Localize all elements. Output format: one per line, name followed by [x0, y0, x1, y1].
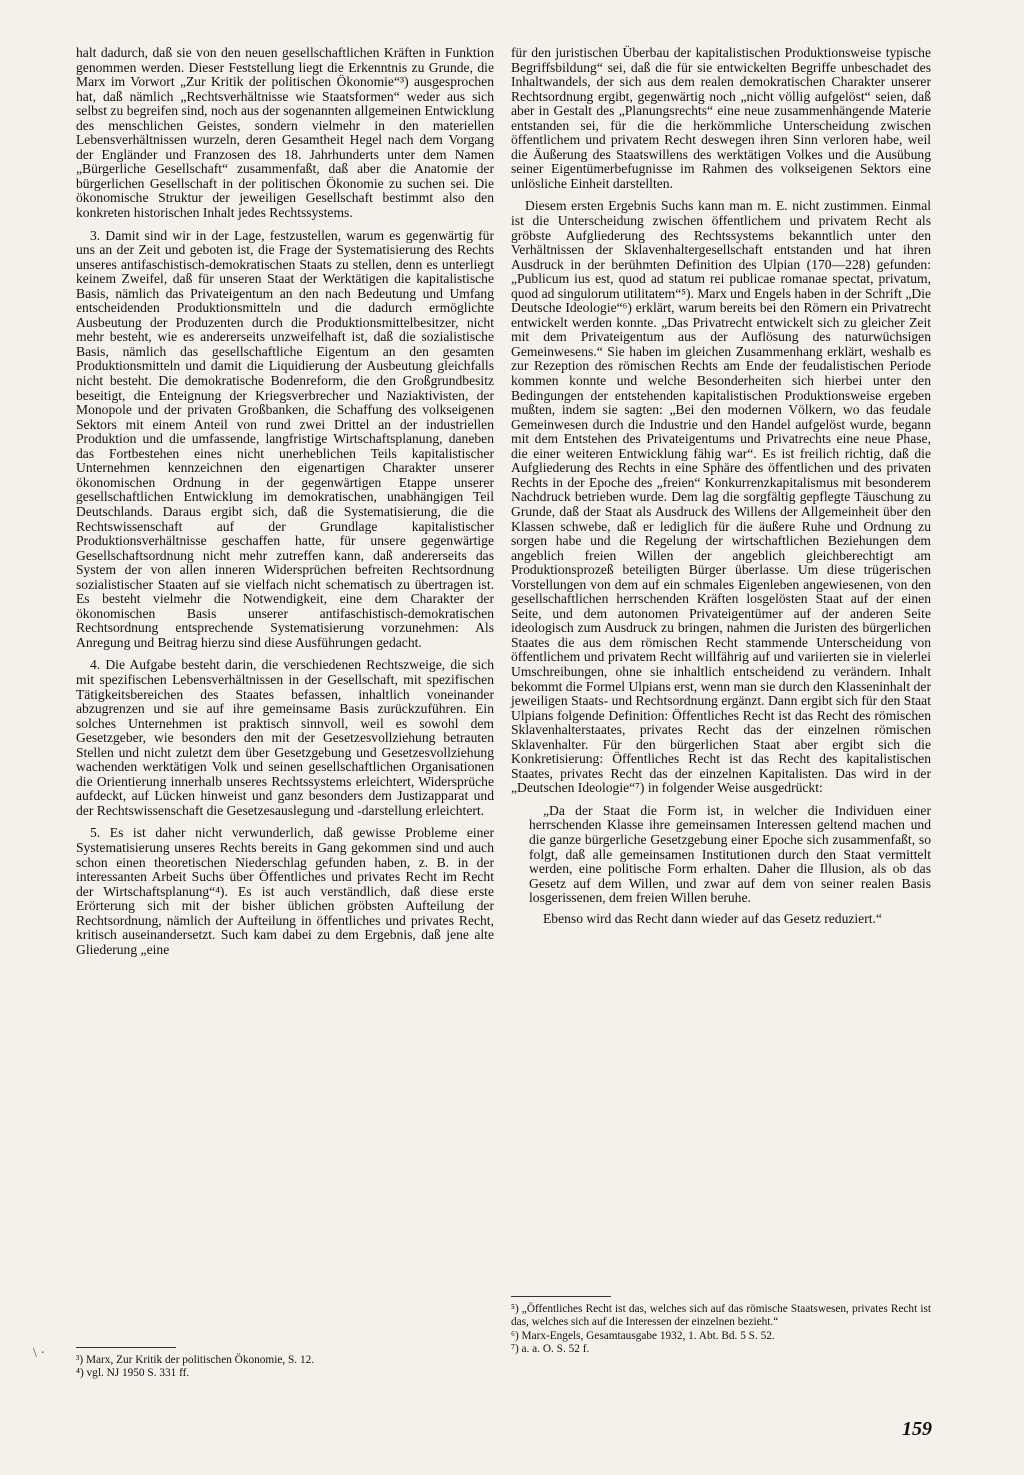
text-column-left [76, 46, 494, 965]
paragraph: 3. Damit sind wir in der Lage, festzustellen, warum es gegenwärtig für uns an der Zeit und geboten ist, die Frage der Systematisierung des Rechts unseres antifaschistisch-demokratischen Staats zu stellen, denn es unterliegt keinem Zweifel, daß für unseren Staat der Werktätigen die kapitalistische Basis, nämlich das Privateigentum an den nach Bedeutung und Umfang entscheidenden Produktionsmitteln und die dadurch ermöglichte Ausbeutung der Produzenten durch die Produktionsmittelbesitzer, nicht mehr besteht, wie es andererseits unzweifelhaft ist, daß die sozialistische Basis, nämlich das gesellschaftliche Eigentum an den gesamten Produktionsmitteln und damit die Liquidierung der Ausbeutung gleichfalls nicht besteht. Die demokratische Bodenreform, die den Großgrundbesitz beseitigt, die Enteignung der Kriegsverbrecher und Naziaktivisten, der Monopole und der privaten Großbanken, die Schaffung des volkseigenen Sektors mit einem Anteil von rund zwei Drittel an der industriellen Produktion und die umfassende, langfristige Wirtschaftsplanung, daneben das Fortbestehen eines nicht unerheblichen Teils kapitalistischer Unternehmen kennzeichnen den eigenartigen Charakter unserer ökonomischen Ordnung in der gegenwärtigen Etappe unserer gesellschaftlichen Entwicklung im demokratischen, unabhängigen Teil Deutschlands. Daraus ergibt sich, daß die Systematisierung, die die Rechtswissenschaft auf der Grundlage kapitalistischer Produktionsverhältnisse geschaffen hatte, für unsere gegenwärtige Gesellschaftsordnung nicht mehr zutreffen kann, daß andererseits das System der von allen inneren Widersprüchen befreiten Rechtsordnung sozialistischer Staaten auf sie vielfach nicht schematisch zu übertragen ist. Es besteht vielmehr die Notwendigkeit, eine dem Charakter der ökonomischen Basis unserer antifaschistisch-demokratischen Rechtsordnung entsprechende Systematisierung vorzunehmen: Als Anregung und Beitrag hierzu sind diese Ausführungen gedacht. [76, 227, 494, 650]
paragraph: Diesem ersten Ergebnis Suchs kann man m. E. nicht zustimmen. Einmal ist die Unterscheidung zwischen öffentlichem und privatem Recht als gröbste Aufgliederung des Rechtssystems bekanntlich unter den Verhältnissen der Sklavenhaltergesellschaft entstanden und hat ihren Ausdruck in der berühmten Definition des Ulpian (170—228) gefunden: „Publicum ius est, quod ad statum rei publicae romanae spectat, privatum, quod ad singulorum utilitatem“⁵). Marx und Engels haben in der Schrift „Die Deutsche Ideologie“⁶) erklärt, warum bereits bei den Römern ein Privatrecht entwickelt werden konnte. „Das Privatrecht entwickelt sich zu gleicher Zeit mit dem Privateigentum aus der Auflösung des naturwüchsigen Gemeinwesens.“ Sie haben im gleichen Zusammenhang erklärt, weshalb es zur Rezeption des römischen Rechts am Ende der feudalistischen Periode kommen konnte und welche Besonderheiten sich hierbei unter den Bedingungen der entstehenden kapitalistischen Produktionsweise ergeben mußten, indem sie sagten: „Bei den modernen Völkern, wo das feudale Gemeinwesen durch die Industrie und den Handel aufgelöst wurde, begann mit dem Entstehen des Privateigentums und Privatrechts eine neue Phase, die einer weiteren Entwicklung fähig war“. Es ist freilich richtig, daß die Aufgliederung des Rechts in eine Sphäre des öffentlichen und des privaten Rechts in der Epoche des „freien“ Konkurrenzkapitalismus mit besonderem Nachdruck betrieben wurde. Dem lag die sorgfältig gepflegte Täuschung zu Grunde, daß der Staat als Ausdruck des Willens der Allgemeinheit über den Klassen schwebe, daß er lediglich für die äußere Ruhe und Ordnung zu sorgen habe und die Regelung der wirtschaftlichen Beziehungen dem angeblich freien Willen der angeblich gleichberechtigt am Produktionsprozeß beteiligten Bürger überlasse. Um diese trügerischen Vorstellungen von dem auf ein schmales Eigenleben angewiesenen, von den gesellschaftlichen herrschenden Kräften losgelösten Staat auf der einen Seite, und dem autonomen Privateigentümer auf der anderen Seite ideologisch zum Ausdruck zu bringen, nahmen die Juristen des bürgerlichen Staates die aus dem römischen Recht stammende Unterscheidung von öffentlichem und privatem Recht willfährig auf und variierten sie in vielerlei Umschreibungen, ohne sie inhaltlich entscheidend zu verändern. Inhalt bekommt die Formel Ulpians erst, wenn man sie durch den Klasseninhalt der jeweiligen Staats- und Rechtsordnung ergänzt. Dann ergibt sich für den Staat Ulpians folgende Definition: Öffentliches Recht ist das Recht des römischen Sklavenhalterstaates, privates Recht das der einzelnen römischen Sklavenhalter. Für den bürgerlichen Staat aber ergibt sich die Konkretisierung: Öffentliches Recht ist das Recht des kapitalistischen Staates, privates Recht das der einzelnen Kapitalisten. Das wird in der „Deutschen Ideologie“⁷) in folgender Weise ausgedrückt: [511, 198, 932, 796]
footnote: ³) Marx, Zur Kritik der politischen Ökonomie, S. 12. [76, 1354, 315, 1366]
page-number: 159 [902, 1418, 932, 1440]
paragraph: halt dadurch, daß sie von den neuen gesellschaftlichen Kräften in Funktion genommen werden. Dieser Feststellung liegt die Erkenntnis zu Grunde, die Marx im Vorwort „Zur Kritik der politischen Ökonomie“³) ausgesprochen hat, daß nämlich „Rechtsverhältnisse wie Staatsformen“ weder aus sich selbst zu begreifen sind, noch aus der sogenannten allgemeinen Entwicklung des menschlichen Geistes, sondern vielmehr in den materiellen Lebensverhältnissen wurzeln, deren Gesamtheit Hegel nach dem Vorgang der Engländer und Franzosen des 18. Jahrhunderts unter dem Namen „Bürgerliche Gesellschaft“ zusammenfaßt, daß aber die Anatomie der bürgerlichen Gesellschaft in der politischen Ökonomie zu suchen sei. Die ökonomische Struktur der jeweiligen Gesellschaft bestimmt also den konkreten historischen Inhalt jedes Rechtssystems. [76, 45, 494, 221]
footnote-rule [76, 1347, 176, 1348]
paragraph: 4. Die Aufgabe besteht darin, die verschiedenen Rechtszweige, die sich mit spezifischen Lebensverhältnissen in der Gesellschaft, mit spezifischen Tätigkeitsbereichen des Staates befassen, inhaltlich voneinander abzugrenzen und sie auf ihre gemeinsame Basis zurückzuführen. Ein solches Unternehmen ist praktisch sinnvoll, weil es sowohl dem Gesetzgeber, wie besonders den mit der Gesetzesvollziehung betrauten Stellen und nicht zuletzt dem über Gesetzgebung und Gesetzesvollziehung wachenden werktätigen Volk und seinen gesellschaftlichen Organisationen die Orientierung innerhalb unseres Rechtssystems erleichtert, Widersprüche aufdeckt, auf Lücken hinweist und ganz besonders dem Justizapparat und der Rechtswissenschaft die Gesetzesauslegung und -darstellung erleichtert. [76, 657, 494, 818]
block-quote: Ebenso wird das Recht dann wieder auf das Gesetz reduziert.“ [543, 910, 882, 926]
footnote-rule [511, 1296, 611, 1297]
text-column-right [511, 46, 931, 934]
footnote: ⁶) Marx-Engels, Gesamtausgabe 1932, 1. Abt. Bd. 5 S. 52. [511, 1329, 775, 1342]
footnote: ⁵) „Öffentliches Recht ist das, welches sich auf das römische Staatswesen, privates Recht ist das, welches sich auf die Interessen der einzelnen bezieht.“ [511, 1303, 931, 1329]
footnotes-left [76, 1354, 494, 1381]
paragraph: 5. Es ist daher nicht verwunderlich, daß gewisse Probleme einer Systematisierung unseres Rechts bereits in Gang gekommen sind und auch schon einen theoretischen Niederschlag gefunden haben, z. B. in der interessanten Arbeit Suchs über Öffentliches und privates Recht im Recht der Wirtschaftsplanung“⁴). Es ist auch verständlich, daß diese erste Erörterung sich mit der bisher üblichen gröbsten Aufteilung der Rechtsordnung, nämlich der Aufteilung in öffentliches und privates Recht, kritisch auseinandersetzt. Such kam dabei zu dem Ergebnis, daß jene alte Gliederung „eine [76, 825, 494, 957]
paragraph: für den juristischen Überbau der kapitalistischen Produktionsweise typische Begriffsbildung“ sei, daß die für sie entwickelten Begriffe unbeschadet des Inhaltwandels, der sich aus dem realen demokratischen Charakter unserer Rechtsordnung ergibt, gegenwärtig noch „nicht völlig aufgelöst“ seien, daß aber in Gestalt des „Planungsrechts“ eine neue zusammenhängende Materie entstanden sei, für die die herkömmliche Unterscheidung zwischen öffentlichem und privatem Recht deswegen ihren Sinn verloren habe, weil die Äußerung des Staatswillens des werktätigen Volkes und die Ausübung seiner Eigentümerbefugnisse im Rahmen des volkseigenen Sektors eine unlösliche Einheit darstellten. [511, 45, 931, 191]
margin-mark: \ · [33, 1346, 46, 1361]
footnote: ⁴) vgl. NJ 1950 S. 331 ff. [76, 1367, 190, 1380]
footnote: ⁷) a. a. O. S. 52 f. [511, 1343, 590, 1356]
block-quote: „Da der Staat die Form ist, in welcher die Individuen einer herrschenden Klasse ihre gemeinsamen Interessen geltend machen und die ganze bürgerliche Gesetzgebung einer Epoche sich zusammenfaßt, so folgt, daß alle gemeinsamen Institutionen durch den Staat vermittelt werden, eine politische Form erhalten. Daher die Illusion, als ob das Gesetz auf dem Willen, und zwar auf dem von seiner realen Basis losgerissenen, dem freien Willen beruhe. [529, 802, 931, 906]
footnotes-right [511, 1303, 931, 1357]
